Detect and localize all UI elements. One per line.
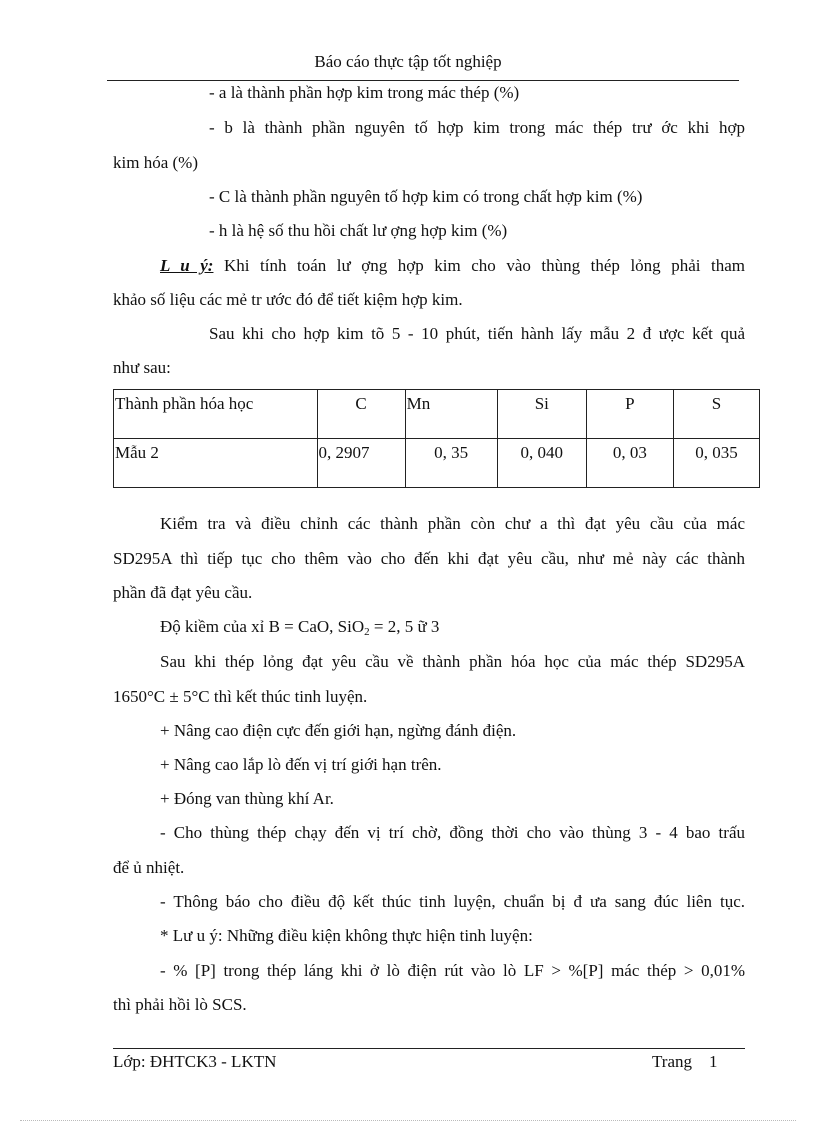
table-cell: 0, 35 [405, 439, 497, 488]
table-row-label: Mẫu 2 [114, 439, 318, 488]
note-label: L u ý: [160, 256, 214, 275]
step-close-ar-valve: + Đóng van thùng khí Ar. [160, 789, 334, 808]
sample-intro-cont: như sau: [113, 358, 171, 377]
slag-basicity-value: = 2, 5 ữ 3 [369, 617, 440, 636]
step-raise-electrode: + Nâng cao điện cực đến giới hạn, ngừng đánh điện. [160, 721, 517, 740]
condition-phosphorus-cont: thì phải hồi lò SCS. [113, 995, 247, 1014]
check-paragraph-cont: SD295A thì tiếp tục cho thêm vào cho đến khi đạt yêu cầu, như mẻ này các thành [113, 549, 745, 568]
footer-page-number: Trang 1 [652, 1052, 718, 1071]
line-a-definition: - a là thành phần hợp kim trong mác thép (%) [209, 83, 520, 102]
slag-basicity [160, 616, 439, 643]
table-header-cell: Si [497, 390, 586, 439]
finish-paragraph-cont: 1650°C ± 5°C thì kết thúc tinh luyện. [113, 687, 368, 706]
header-rule [107, 80, 739, 81]
table-cell: 0, 040 [497, 439, 586, 488]
step-raise-lid: + Nâng cao lắp lò đến vị trí giới hạn trên. [160, 755, 442, 774]
page-header-title: Báo cáo thực tập tốt nghiệp [314, 52, 502, 71]
note-paragraph-cont: khảo số liệu các mẻ tr ước đó để tiết kiệm hợp kim. [113, 290, 463, 309]
slag-basicity-subscript: 2 [364, 626, 370, 638]
footer-rule [113, 1048, 745, 1049]
page-bottom-border [20, 1120, 796, 1121]
table-header-cell: Mn [405, 390, 497, 439]
table-header-cell: S [673, 390, 759, 439]
finish-paragraph: Sau khi thép lỏng đạt yêu cầu về thành phần hóa học của mác thép SD295A [160, 652, 745, 671]
line-b-definition: - b là thành phần nguyên tố hợp kim trong mác thép trư ớc khi hợp [209, 118, 745, 137]
slag-basicity-text: Độ kiềm của xỉ B = CaO, SiO [160, 617, 365, 636]
check-paragraph-end: phần đã đạt yêu cầu. [113, 583, 253, 602]
ladle-paragraph-cont: để ủ nhiệt. [113, 858, 185, 877]
table-header-cell: C [317, 390, 405, 439]
check-paragraph: Kiểm tra và điều chỉnh các thành phần còn chư a thì đạt yêu cầu của mác [160, 514, 745, 533]
table-row [114, 439, 760, 488]
note-paragraph [160, 255, 745, 277]
line-c-definition: - C là thành phần nguyên tố hợp kim có trong chất hợp kim (%) [209, 187, 643, 206]
table-header-row [114, 390, 760, 439]
line-b-definition-cont: kim hóa (%) [113, 153, 198, 172]
line-h-definition: - h là hệ số thu hồi chất lư ợng hợp kim (%) [209, 221, 508, 240]
conditions-note: * Lư u ý: Những điều kiện không thực hiện tinh luyện: [160, 926, 533, 945]
condition-phosphorus: - % [P] trong thép láng khi ở lò điện rút vào lò LF > %[P] mác thép > 0,01% [160, 961, 745, 980]
table-cell: 0, 2907 [317, 439, 405, 488]
table-header-cell: Thành phần hóa học [114, 390, 318, 439]
table-cell: 0, 03 [586, 439, 673, 488]
note-text: Khi tính toán lư ợng hợp kim cho vào thùng thép lỏng phải tham [213, 256, 745, 275]
table-cell: 0, 035 [673, 439, 759, 488]
notify-paragraph: - Thông báo cho điều độ kết thúc tinh luyện, chuẩn bị đ ưa sang đúc liên tục. [160, 892, 745, 911]
ladle-paragraph: - Cho thùng thép chạy đến vị trí chờ, đồng thời cho vào thùng 3 - 4 bao trấu [160, 823, 745, 842]
table-header-cell: P [586, 390, 673, 439]
chemical-composition-table [113, 389, 760, 488]
sample-intro: Sau khi cho hợp kim tõ 5 - 10 phút, tiến hành lấy mẫu 2 đ ược kết quả [209, 324, 745, 343]
footer-class: Lớp: ĐHTCK3 - LKTN [113, 1052, 277, 1071]
